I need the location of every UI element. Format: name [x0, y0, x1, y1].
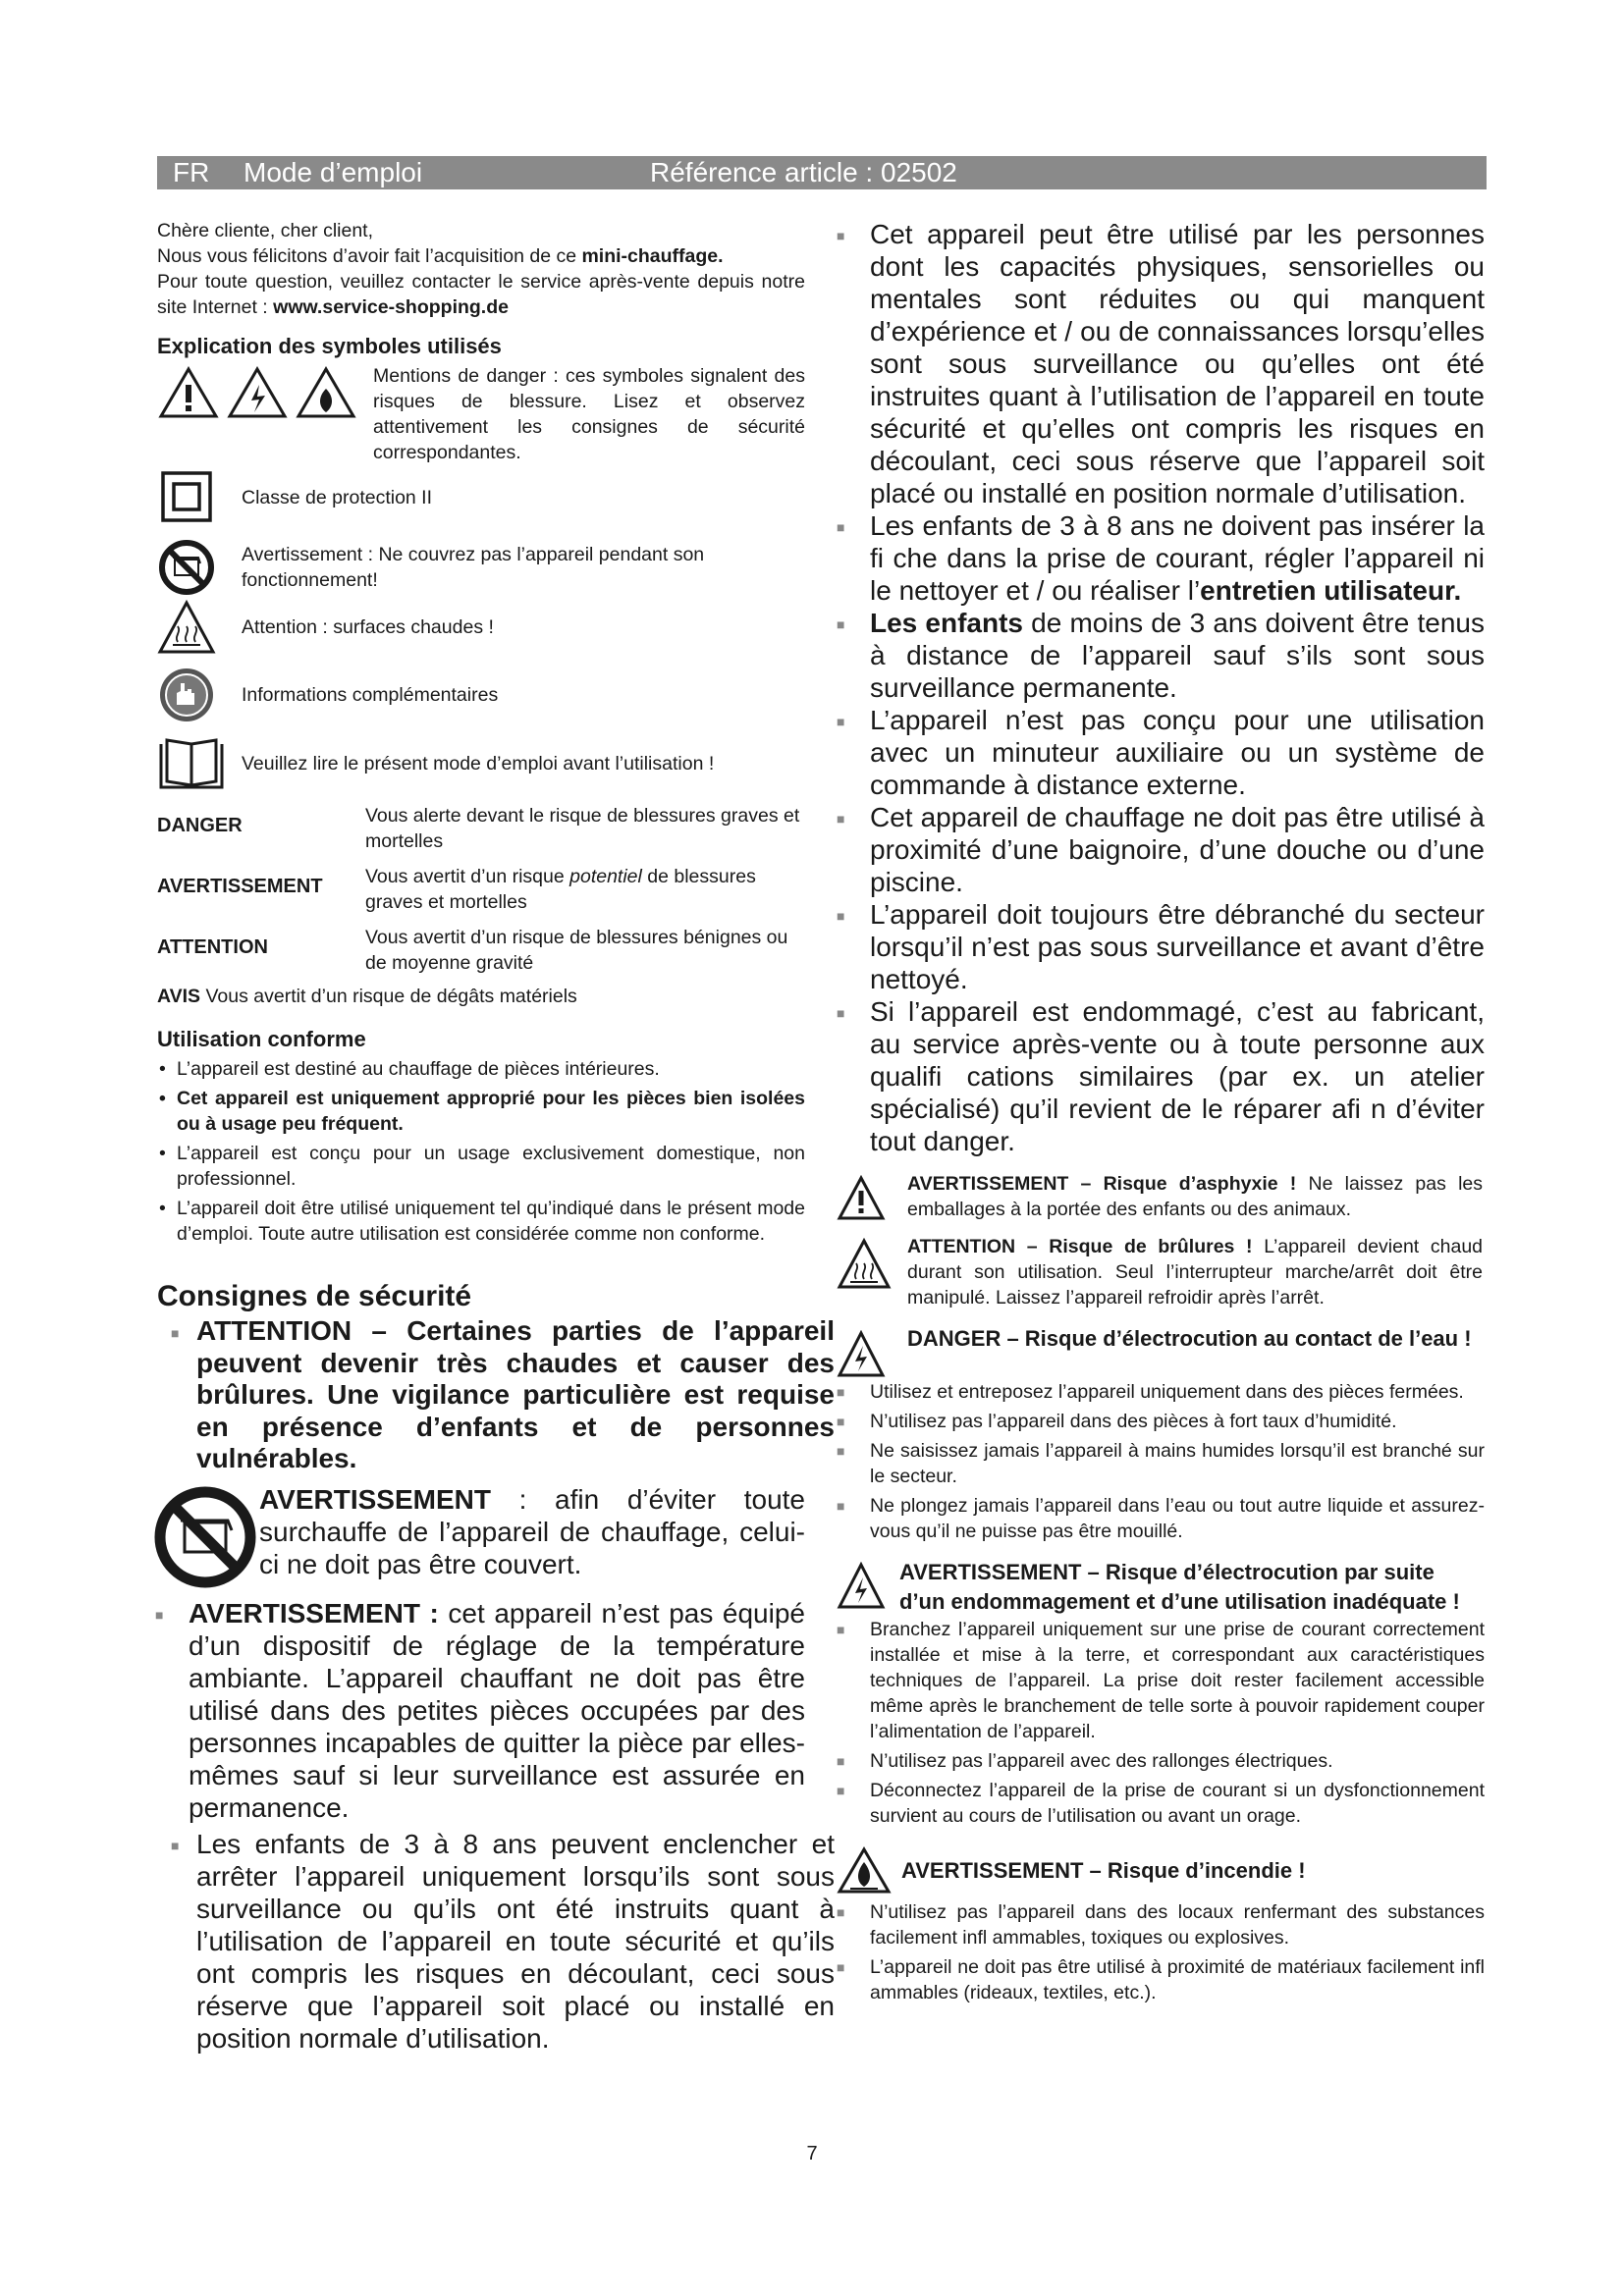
fire-list	[837, 1899, 1485, 2005]
list-item-text: N’utilisez pas l’appareil dans des pièces à fort taux d’humidité.	[870, 1411, 1397, 1432]
bullet-square-icon: ■	[837, 714, 845, 729]
level-text: Vous avertit d’un risque de blessures bénignes ou de moyenne gravité	[365, 927, 788, 974]
list-item-text: Branchez l’appareil uniquement sur une prise de courant correctement installée et mise à la terre, et correspondant aux caractéristiques techniques de l’appareil. La prise doit rester facilement accessible même après le branchement de telle sorte à pouvoir rapidement couper l’alimentation de l’appareil.	[870, 1619, 1485, 1742]
level-text-emphasis: potentiel	[569, 866, 642, 887]
greeting: Chère cliente, cher client,	[157, 220, 374, 241]
level-text-a: Vous avertit d’un risque	[365, 866, 570, 887]
bullet-square-icon: ■	[171, 1325, 180, 1341]
hot-surface-icon	[837, 1238, 892, 1291]
list-item	[837, 1379, 1485, 1405]
danger-mentions-text: Mentions de danger : ces symboles signalent des risques de blessure. Lisez et observez attentivement les consignes de sécurité correspondantes.	[373, 365, 805, 463]
electrocution-warning	[837, 1558, 1485, 1617]
capacities-text: Cet appareil peut être utilisé par les personnes dont les capacités physiques, sensorielles ou mentales sont réduites ou qui manquent d’expérience et / ou de connaissances lorsqu’elles sont sous surveillance ou qu’elles ont été instruites quant à l’utilisation de l’appareil en toute sécurité et qu’elles ont compris les risques en découlant, ceci sous réserve que l’appareil soit placé ou installé en position normale d’utilisation.	[870, 219, 1485, 508]
hot-surface-icon	[157, 599, 216, 656]
right-item	[837, 704, 1485, 801]
list-item-text: Utilisez et entreposez l’appareil uniquement dans des pièces fermées.	[870, 1381, 1464, 1403]
page-number: 7	[806, 2143, 818, 2164]
warning-label: ATTENTION – Risque de brûlures !	[907, 1236, 1253, 1257]
read-manual-book-icon	[157, 734, 226, 793]
level-notice	[157, 984, 805, 1009]
warning-text: L’appareil devient chaud durant son utilisation. Seul l’interrupteur marche/arrêt doit être manipulé. Laissez l’appareil refroidir après l’arrêt.	[907, 1236, 1484, 1308]
intro	[157, 218, 805, 320]
warning-text: cet appareil n’est pas équipé d’un dispositif de réglage de la température ambiante. L’appareil chauffant ne doit pas être utilisé dans des petites pièces occupées par des personnes incapables de quitter la pièce par elles-mêmes sauf si leur surveillance est assurée en permanence.	[189, 1597, 805, 1823]
safety-thermostat	[157, 1597, 805, 1824]
information-hand-icon	[157, 666, 216, 724]
safety-attention	[157, 1315, 835, 1475]
list-item-text: L’appareil ne doit pas être utilisé à proximité de matériaux facilement infl ammables (rideaux, textiles, etc.).	[870, 1956, 1485, 2003]
children-text: Les enfants de 3 à 8 ans peuvent enclencher et arrêter l’appareil uniquement lorsqu’ils sont sous surveillance ou qu’ils ont été instruits quant à l’utilisation de l’appareil en toute sécurité et qu’ils ont compris les risques en découlant, ceci sous réserve que l’appareil soit placé ou installé en position normale d’utilisation.	[196, 1828, 835, 2054]
list-item: • L’appareil est conçu pour un usage exclusivement domestique, non professionnel.	[157, 1141, 805, 1192]
bullet-square-icon: ■	[837, 1622, 845, 1637]
asphyxia-warning	[837, 1171, 1485, 1222]
symbol-row-info	[157, 666, 805, 724]
list-item: • L’appareil doit être utilisé uniquement tel qu’indiqué dans le présent mode d’emploi. Toute autre utilisation est considérée comme non conforme.	[157, 1196, 805, 1247]
usage-list	[157, 1056, 805, 1247]
list-item	[837, 1748, 1485, 1774]
bullet-square-icon: ■	[837, 1443, 845, 1459]
product-name: mini-chauffage.	[581, 245, 724, 267]
asphyxia-text	[907, 1171, 1483, 1222]
right-item	[837, 995, 1485, 1157]
timer-text: L’appareil n’est pas conçu pour une utilisation avec un minuteur auxiliaire ou un système de commande à distance externe.	[870, 705, 1485, 800]
hot-surface-text: Attention : surfaces chaudes !	[242, 616, 494, 638]
bullet-square-icon: ■	[837, 1414, 845, 1429]
warning-text: Ne laissez pas les emballages à la portée des enfants ou des animaux.	[907, 1173, 1483, 1220]
unplug-text: L’appareil doit toujours être débranché du secteur lorsqu’il n’est pas sous surveillance et avant d’être nettoyé.	[870, 899, 1485, 994]
usage-heading: Utilisation conforme	[157, 1027, 366, 1051]
class2-text: Classe de protection II	[242, 487, 433, 508]
language-code: FR	[173, 157, 210, 187]
attention-text: ATTENTION – Certaines parties de l’appareil peuvent devenir très chaudes et causer des brûlures. Une vigilance particulière est requise en présence d’enfants et de personnes vulnérables.	[196, 1315, 835, 1473]
water-danger	[837, 1324, 1485, 1379]
water-title: DANGER – Risque d’électrocution au contact de l’eau !	[907, 1326, 1472, 1351]
under3-bold: Les enfants	[870, 608, 1023, 638]
warning-text: : afin d’éviter toute surchauffe de l’appareil de chauffage, celui-ci ne doit pas être couvert.	[259, 1483, 805, 1579]
under3-text	[870, 607, 1485, 704]
fire-title: AVERTISSEMENT – Risque d’incendie !	[901, 1858, 1306, 1883]
level-warning	[157, 864, 805, 915]
burn-warning	[837, 1234, 1485, 1310]
bullet-square-icon: ■	[837, 1005, 845, 1021]
list-item-text: Déconnectez l’appareil de la prise de courant si un dysfonctionnement survient au cours de l’utilisation ou avant un orage.	[870, 1780, 1485, 1827]
list-item	[837, 1617, 1485, 1744]
safety-no-cover	[157, 1483, 805, 1591]
bullet-square-icon: ■	[837, 1384, 845, 1400]
list-item	[837, 1954, 1485, 2005]
bullet-square-icon: ■	[837, 1959, 845, 1975]
fire-warning	[837, 1846, 1485, 1896]
warning-label: AVERTISSEMENT – Risque d’asphyxie !	[907, 1173, 1297, 1195]
level-key: AVERTISSEMENT	[157, 876, 323, 897]
symbol-row-hot	[157, 599, 805, 656]
symbol-row-nocover	[157, 538, 805, 597]
level-caution	[157, 925, 805, 976]
list-item-text: N’utilisez pas l’appareil dans des locaux renfermant des substances facilement infl ammables, toxiques ou explosives.	[870, 1901, 1485, 1949]
notice-text: Vous avertit d’un risque de dégâts matériels	[200, 986, 577, 1007]
right-item	[837, 509, 1485, 607]
article-reference: Référence article : 02502	[650, 157, 957, 187]
level-danger	[157, 803, 805, 854]
do-not-cover-icon	[157, 538, 216, 597]
thermostat-warning	[189, 1597, 805, 1824]
bullet-square-icon: ■	[837, 1904, 845, 1920]
signal-words	[157, 803, 805, 1009]
bullet-square-icon: ■	[837, 811, 845, 827]
bullet-square-icon: ■	[837, 1498, 845, 1514]
bullet-square-icon: ■	[171, 1837, 180, 1853]
no-cover-warning	[259, 1483, 805, 1580]
bullet-square-icon: ■	[837, 1753, 845, 1769]
safety-children	[157, 1828, 835, 2055]
left-column	[155, 218, 835, 2055]
under3-rest: de moins de 3 ans doivent être tenus à distance de l’appareil sauf s’ils sont sous surveillance permanente.	[870, 608, 1485, 703]
congrats	[157, 243, 805, 269]
contact-text: Pour toute question, veuillez contacter le service après-vente depuis notre site Internet :	[157, 271, 805, 318]
right-item	[837, 607, 1485, 704]
water-list	[837, 1379, 1485, 1544]
level-key: ATTENTION	[157, 936, 268, 958]
bullet-square-icon: ■	[837, 519, 845, 535]
level-text: Vous alerte devant le risque de blessures graves et mortelles	[365, 805, 800, 852]
list-item	[837, 1409, 1485, 1434]
warning-label: AVERTISSEMENT :	[189, 1597, 439, 1629]
level-text-b: de blessures graves et mortelles	[365, 866, 756, 913]
list-item: • Cet appareil est uniquement approprié pour les pièces bien isolées ou à usage peu fréquent.	[157, 1086, 805, 1137]
electric-hazard-icon	[837, 1330, 886, 1379]
list-item	[837, 1778, 1485, 1829]
bullet-square-icon: ■	[155, 1606, 164, 1623]
no-cover-text: Avertissement : Ne couvrez pas l’appareil pendant son fonctionnement!	[242, 544, 705, 591]
doc-title: Mode d’emploi	[244, 157, 423, 187]
list-item-text: N’utilisez pas l’appareil avec des rallonges électriques.	[870, 1750, 1333, 1772]
list-item	[837, 1899, 1485, 1950]
protection-class-ii-icon	[157, 471, 216, 524]
electrocution-title: AVERTISSEMENT – Risque d’électrocution par suite d’un endommagement et d’une utilisation inadéquate !	[899, 1560, 1460, 1614]
right-column	[837, 218, 1485, 2005]
header-bar	[157, 156, 1487, 189]
safety-heading: Consignes de sécurité	[157, 1280, 472, 1312]
symbol-row-danger	[157, 363, 805, 465]
list-item-text: Ne plongez jamais l’appareil dans l’eau ou tout autre liquide et assurez-vous qu’il ne puisse pas être mouillé.	[870, 1495, 1485, 1542]
level-key: DANGER	[157, 815, 243, 836]
right-item	[837, 801, 1485, 898]
do-not-cover-icon	[151, 1483, 259, 1591]
right-item	[837, 218, 1485, 509]
website-link[interactable]: www.service-shopping.de	[273, 296, 509, 318]
right-item	[837, 898, 1485, 995]
fire-hazard-icon	[837, 1846, 892, 1896]
level-text	[365, 864, 805, 915]
electric-hazard-icon	[837, 1562, 886, 1611]
bullet-square-icon: ■	[837, 616, 845, 632]
burn-text	[907, 1234, 1483, 1310]
children-plug-text	[870, 509, 1485, 607]
list-item: • L’appareil est destiné au chauffage de pièces intérieures.	[157, 1056, 805, 1082]
list-item	[837, 1493, 1485, 1544]
damaged-text: Si l’appareil est endommagé, c’est au fabricant, au service après-vente ou à toute personne aux qualifi cations similaires (par ex. un atelier spécialisé) qu’il revient de le réparer afi n d’éviter tout danger.	[870, 996, 1485, 1156]
bullet-square-icon: ■	[837, 1783, 845, 1798]
warning-label: AVERTISSEMENT	[259, 1483, 491, 1515]
symbols-heading: Explication des symboles utilisés	[157, 334, 502, 358]
children-plug-bold: entretien utilisateur.	[1200, 575, 1462, 606]
bullet-square-icon: ■	[837, 908, 845, 924]
info-text: Informations complémentaires	[242, 684, 499, 706]
list-item	[837, 1438, 1485, 1489]
children-plug-a: Les enfants de 3 à 8 ans ne doivent pas insérer la fi che dans la prise de courant, régler l’appareil ni le nettoyer et / ou réaliser l’	[870, 510, 1485, 606]
electrocution-list	[837, 1617, 1485, 1829]
notice-key: AVIS	[157, 986, 201, 1007]
bath-text: Cet appareil de chauffage ne doit pas être utilisé à proximité d’une baignoire, d’une douche ou d’une piscine.	[870, 802, 1485, 897]
read-manual-text: Veuillez lire le présent mode d’emploi avant l’utilisation !	[242, 753, 715, 774]
congrats-text: Nous vous félicitons d’avoir fait l’acquisition de ce	[157, 245, 582, 267]
symbol-row-class2	[157, 471, 805, 524]
symbol-row-read	[157, 734, 805, 793]
contact-info	[157, 269, 805, 320]
warning-triangle-icon	[837, 1175, 886, 1222]
bullet-square-icon: ■	[837, 228, 845, 243]
warning-triangles-icon	[157, 363, 365, 422]
list-item-text: Ne saisissez jamais l’appareil à mains humides lorsqu’il est branché sur le secteur.	[870, 1440, 1485, 1487]
